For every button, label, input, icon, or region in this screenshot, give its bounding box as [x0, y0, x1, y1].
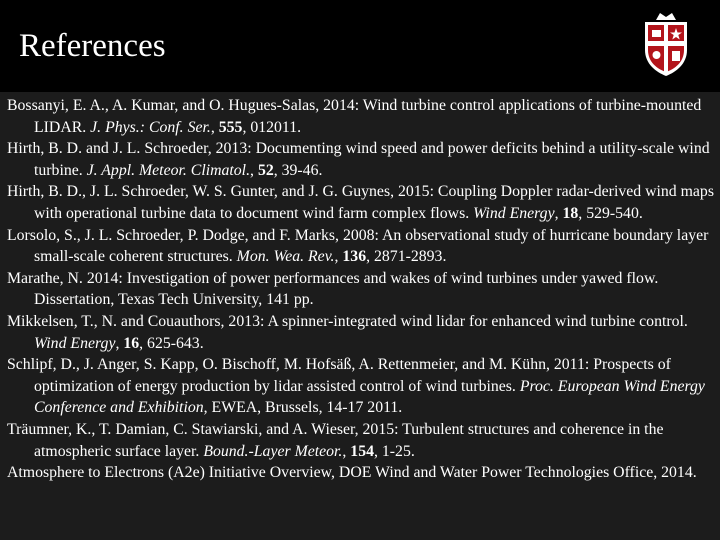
reference-journal: J. Appl. Meteor. Climatol.: [86, 161, 251, 179]
university-shield-logo-icon: [642, 10, 690, 78]
reference-item: [7, 225, 715, 268]
reference-item: [7, 419, 715, 462]
reference-text: Mikkelsen, T., N. and Couauthors, 2013: A spinner-integrated wind lidar for enhanced wind turbine control.: [7, 312, 688, 330]
reference-item: [7, 268, 715, 311]
reference-journal: Proc. European Wind Energy Conference and Exhibition: [34, 377, 705, 417]
reference-text: Marathe, N. 2014: Investigation of power performances and wakes of wind turbines under yawed flow. Dissertation, Texas Tech University, 141 pp.: [7, 269, 659, 309]
reference-journal: Bound.-Layer Meteor.: [203, 442, 343, 460]
reference-journal: Wind Energy: [34, 334, 116, 352]
reference-volume: 18: [562, 204, 579, 222]
reference-volume: 154: [350, 442, 374, 460]
slide-title: References: [19, 28, 166, 64]
reference-item: [7, 138, 715, 181]
reference-pages: , 2871-2893.: [366, 248, 447, 266]
reference-text: Atmosphere to Electrons (A2e) Initiative Overview, DOE Wind and Water Power Technologies Office, 2014.: [7, 464, 697, 482]
reference-volume: 16: [123, 334, 140, 352]
references-panel: [0, 92, 720, 540]
reference-item: [7, 181, 715, 224]
reference-volume: 52: [257, 161, 274, 179]
reference-pages: , 529-540.: [578, 204, 643, 222]
reference-separator: ,: [342, 442, 351, 460]
reference-text: Bossanyi, E. A., A. Kumar, and O. Hugues-Salas, 2014: Wind turbine control applications of turbine-mounted LIDAR.: [7, 97, 702, 136]
reference-volume: 136: [342, 248, 367, 266]
reference-pages: , 625-643.: [139, 334, 204, 352]
reference-text: Lorsolo, S., J. L. Schroeder, P. Dodge, and F. Marks, 2008: An observational study of hurricane boundary layer small-scale coherent structures.: [7, 226, 709, 266]
reference-text: Hirth, B. D. and J. L. Schroeder, 2013: Documenting wind speed and power deficits behind a utility-scale wind turbine.: [7, 140, 710, 179]
reference-item: [7, 354, 715, 419]
reference-text: Träumner, K., T. Damian, C. Stawiarski, and A. Wieser, 2015: Turbulent structures and coherence in the atmospheric surface layer.: [7, 420, 664, 460]
reference-journal: Wind Energy: [473, 204, 555, 222]
reference-item: [7, 462, 715, 484]
title-bar: [0, 0, 720, 92]
reference-text: Schlipf, D., J. Anger, S. Kapp, O. Bischoff, M. Hofsäß, A. Rettenmeier, and M. Kühn, 2011: Prospects of optimization of energy production by lidar assisted control of wind turbines.: [7, 356, 671, 395]
reference-separator: ,: [210, 118, 219, 136]
reference-separator: ,: [554, 204, 563, 222]
reference-journal: J. Phys.: Conf. Ser.: [90, 118, 211, 136]
reference-separator: ,: [334, 248, 343, 266]
reference-item: [7, 95, 715, 138]
reference-item: [7, 311, 715, 354]
reference-separator: ,: [115, 334, 124, 352]
reference-separator: ,: [250, 161, 258, 179]
reference-separator: , EWEA, Brussels, 14-17 2011.: [203, 399, 403, 417]
reference-pages: , 1-25.: [374, 442, 415, 460]
reference-volume: 555: [218, 118, 243, 136]
reference-pages: , 39-46.: [273, 161, 323, 179]
reference-journal: Mon. Wea. Rev.: [236, 248, 335, 266]
reference-list: [7, 95, 715, 484]
reference-pages: , 012011.: [242, 118, 302, 136]
reference-text: Hirth, B. D., J. L. Schroeder, W. S. Gunter, and J. G. Guynes, 2015: Coupling Doppler radar-derived wind maps with operational turbine data to document wind farm complex flows.: [7, 183, 714, 222]
